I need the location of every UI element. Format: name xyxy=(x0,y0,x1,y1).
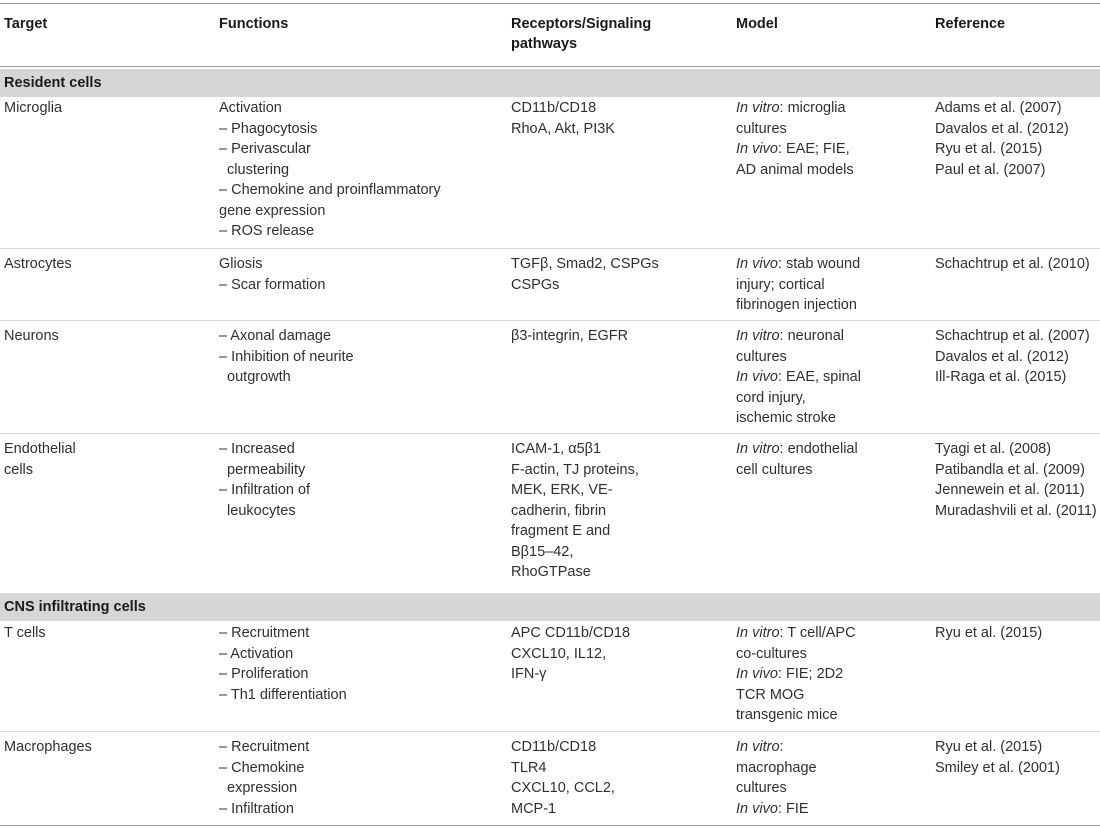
cell-line: Schachtrup et al. (2010) xyxy=(935,256,1090,272)
cell-functions xyxy=(219,254,499,295)
cell-target xyxy=(4,326,204,347)
model-text: : stab wound xyxy=(777,256,861,272)
model-text: : T cell/APC xyxy=(779,625,856,641)
cell-receptors xyxy=(511,326,726,347)
model-text: fibrinogen injection xyxy=(736,297,857,313)
cell-line xyxy=(736,737,926,758)
header-target: Target xyxy=(4,16,48,32)
header-receptors-line: pathways xyxy=(511,36,578,52)
cell-reference xyxy=(935,326,1100,388)
cell-line: MCP-1 xyxy=(511,800,557,817)
section-header xyxy=(0,593,1100,621)
cell-reference xyxy=(935,439,1100,521)
cell-target xyxy=(4,98,204,119)
cell-line: gene expression xyxy=(219,202,326,219)
cell-line: permeability xyxy=(219,461,306,478)
cell-model xyxy=(736,623,926,726)
cell-target xyxy=(4,254,204,275)
cell-line xyxy=(736,623,926,644)
cell-line: Patibandla et al. (2009) xyxy=(935,461,1085,478)
cell-reference xyxy=(935,623,1100,644)
cell-line: T cells xyxy=(4,625,46,641)
cell-line xyxy=(736,139,926,160)
cell-reference xyxy=(935,737,1100,778)
section-header xyxy=(0,69,1100,97)
model-type-label: In vivo xyxy=(736,369,778,385)
cell-line: – Increased xyxy=(219,441,295,457)
cell-line: MEK, ERK, VE- xyxy=(511,482,613,498)
cell-line: RhoA, Akt, PI3K xyxy=(511,120,615,137)
cell-line: – Axonal damage xyxy=(219,328,332,344)
cell-line: leukocytes xyxy=(219,502,296,519)
cell-line xyxy=(736,644,926,665)
cell-line xyxy=(736,347,926,368)
cell-line xyxy=(736,275,926,296)
cell-functions xyxy=(219,326,499,388)
cell-line: F-actin, TJ proteins, xyxy=(511,461,639,478)
cell-line: – Scar formation xyxy=(219,276,326,293)
model-text: : neuronal xyxy=(779,328,845,344)
header-model: Model xyxy=(736,16,778,32)
cell-line: Ryu et al. (2015) xyxy=(935,625,1043,641)
model-type-label: In vivo xyxy=(736,666,778,682)
cell-line: outgrowth xyxy=(219,369,291,385)
cell-functions xyxy=(219,98,499,242)
cell-line: Muradashvili et al. (2011) xyxy=(935,502,1097,519)
cell-line: Gliosis xyxy=(219,256,263,272)
cell-line: – Recruitment xyxy=(219,625,310,641)
cell-line: – Recruitment xyxy=(219,739,310,755)
header-reference: Reference xyxy=(935,16,1006,32)
cell-line: APC CD11b/CD18 xyxy=(511,625,631,641)
cell-line xyxy=(736,460,926,481)
section-title: Resident cells xyxy=(4,75,102,91)
row-divider xyxy=(0,320,1100,321)
cell-line xyxy=(736,388,926,409)
cell-line: Neurons xyxy=(4,328,59,344)
model-type-label: In vitro xyxy=(736,100,780,116)
cell-line: Ill-Raga et al. (2015) xyxy=(935,369,1067,385)
cell-line xyxy=(736,758,926,779)
cell-line: – Chemokine xyxy=(219,759,305,776)
cell-line: Davalos et al. (2012) xyxy=(935,348,1069,365)
cell-line: Paul et al. (2007) xyxy=(935,161,1046,178)
cell-functions xyxy=(219,623,499,705)
model-text: : EAE, spinal xyxy=(777,369,861,385)
model-type-label: In vitro xyxy=(736,328,780,344)
cell-line: CD11b/CD18 xyxy=(511,739,597,755)
cell-line xyxy=(736,326,926,347)
row-divider xyxy=(0,248,1100,249)
header-receptors xyxy=(511,14,726,54)
header-receptors-line: Receptors/Signaling xyxy=(511,16,652,32)
model-text: co-cultures xyxy=(736,645,807,662)
cell-line: Activation xyxy=(219,100,282,116)
cell-line: – Perivascular xyxy=(219,141,311,157)
model-type-label: In vivo xyxy=(736,141,778,157)
model-text: macrophage xyxy=(736,759,817,776)
model-text: : FIE; 2D2 xyxy=(777,666,844,682)
model-type-label: In vivo xyxy=(736,256,778,272)
model-text: : xyxy=(779,739,784,755)
row-divider xyxy=(0,731,1100,732)
model-text: injury; cortical xyxy=(736,276,825,293)
cell-reference xyxy=(935,254,1100,275)
cell-target xyxy=(4,737,204,758)
model-text: cultures xyxy=(736,120,787,137)
cell-line: Davalos et al. (2012) xyxy=(935,120,1069,137)
cell-line: TLR4 xyxy=(511,759,547,776)
cell-line: Smiley et al. (2001) xyxy=(935,759,1060,776)
cell-line: fragment E and xyxy=(511,523,611,539)
cell-line: Schachtrup et al. (2007) xyxy=(935,328,1090,344)
cell-line: RhoGTPase xyxy=(511,564,591,580)
model-type-label: In vitro xyxy=(736,441,780,457)
model-text: : EAE; FIE, xyxy=(777,141,850,157)
cell-receptors xyxy=(511,439,726,583)
cell-receptors xyxy=(511,254,726,295)
cell-line: cells xyxy=(4,461,34,478)
section-title: CNS infiltrating cells xyxy=(4,599,146,615)
cell-line: – Phagocytosis xyxy=(219,120,318,137)
cell-receptors xyxy=(511,623,726,685)
model-text: : endothelial xyxy=(779,441,858,457)
cell-line xyxy=(736,408,926,429)
cell-line: Microglia xyxy=(4,100,63,116)
cell-line xyxy=(736,664,926,685)
model-text: : FIE xyxy=(777,800,809,817)
cell-line xyxy=(736,160,926,181)
cell-line xyxy=(736,98,926,119)
row-divider xyxy=(0,433,1100,434)
cell-line xyxy=(736,685,926,706)
cell-line: Tyagi et al. (2008) xyxy=(935,441,1052,457)
cell-line: – Th1 differentiation xyxy=(219,686,347,703)
cell-line: cadherin, fibrin xyxy=(511,502,607,519)
cell-model xyxy=(736,326,926,429)
cell-line: ICAM-1, α5β1 xyxy=(511,441,602,457)
cell-line: clustering xyxy=(219,161,290,178)
cell-line xyxy=(736,254,926,275)
cell-line: CSPGs xyxy=(511,276,560,293)
model-text: TCR MOG xyxy=(736,686,805,703)
cell-functions xyxy=(219,439,499,521)
cell-line: – Proliferation xyxy=(219,666,309,682)
cell-line: CD11b/CD18 xyxy=(511,100,597,116)
cell-line: Endothelial xyxy=(4,441,76,457)
model-text: cell cultures xyxy=(736,461,813,478)
model-text: transgenic mice xyxy=(736,707,838,723)
cell-line: TGFβ, Smad2, CSPGs xyxy=(511,256,659,272)
model-text: cord injury, xyxy=(736,389,806,406)
cell-reference xyxy=(935,98,1100,180)
model-text: AD animal models xyxy=(736,161,854,178)
cell-line: – Inhibition of neurite xyxy=(219,348,354,365)
cell-line xyxy=(736,295,926,316)
cell-line: expression xyxy=(219,780,298,796)
cell-line: Ryu et al. (2015) xyxy=(935,739,1043,755)
cell-line: – Activation xyxy=(219,645,294,662)
model-text: : microglia xyxy=(779,100,846,116)
header-rule xyxy=(0,66,1100,67)
model-text: ischemic stroke xyxy=(736,410,836,426)
table-bottom-rule xyxy=(0,825,1100,826)
cell-line: β3-integrin, EGFR xyxy=(511,328,629,344)
cell-receptors xyxy=(511,737,726,819)
cell-line: Macrophages xyxy=(4,739,92,755)
cell-line: Ryu et al. (2015) xyxy=(935,141,1043,157)
cell-line: CXCL10, CCL2, xyxy=(511,780,615,796)
cell-model xyxy=(736,439,926,480)
cell-target xyxy=(4,439,204,480)
cell-line: Jennewein et al. (2011) xyxy=(935,482,1085,498)
cell-model xyxy=(736,254,926,316)
header-functions: Functions xyxy=(219,16,289,32)
cell-line: Bβ15–42, xyxy=(511,543,574,560)
cell-line xyxy=(736,119,926,140)
model-type-label: In vitro xyxy=(736,625,780,641)
cell-line: CXCL10, IL12, xyxy=(511,645,607,662)
model-text: cultures xyxy=(736,348,787,365)
cell-line: – Infiltration xyxy=(219,800,294,817)
cell-line: – ROS release xyxy=(219,223,315,239)
cell-line: – Chemokine and proinflammatory xyxy=(219,182,441,198)
model-type-label: In vivo xyxy=(736,800,778,817)
cell-line xyxy=(736,778,926,799)
model-text: cultures xyxy=(736,780,787,796)
cell-line: – Infiltration of xyxy=(219,482,311,498)
cell-line xyxy=(736,367,926,388)
cell-line: Adams et al. (2007) xyxy=(935,100,1062,116)
cell-line: IFN-γ xyxy=(511,666,547,682)
cell-receptors xyxy=(511,98,726,139)
cell-model xyxy=(736,98,926,180)
cell-model xyxy=(736,737,926,819)
cell-functions xyxy=(219,737,499,819)
cell-line xyxy=(736,705,926,726)
cell-line xyxy=(736,799,926,820)
table-top-rule xyxy=(0,3,1100,4)
cell-target xyxy=(4,623,204,644)
cell-line xyxy=(736,439,926,460)
cell-line: Astrocytes xyxy=(4,256,72,272)
model-type-label: In vitro xyxy=(736,739,780,755)
